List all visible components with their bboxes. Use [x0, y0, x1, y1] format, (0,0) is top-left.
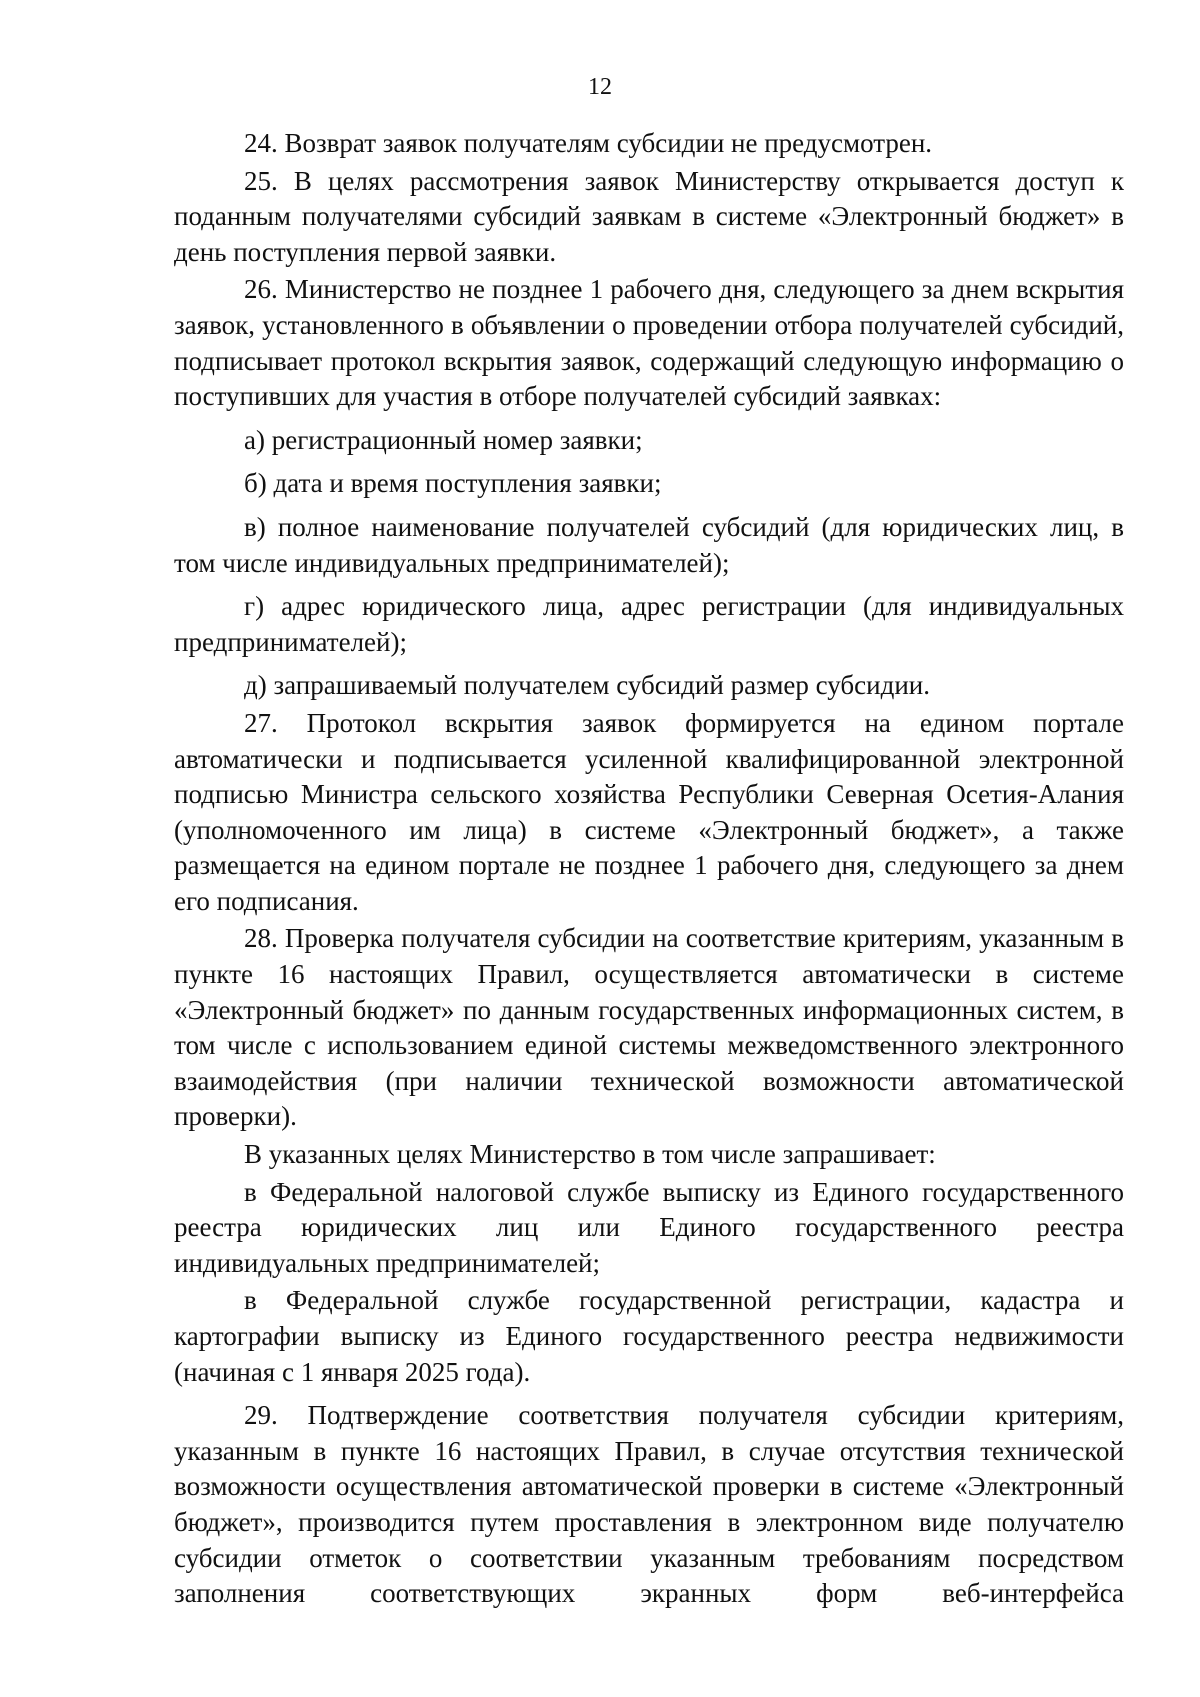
paragraph-29: 29. Подтверждение соответствия получателя субсидии критериям, указанным в пункте 16 настоящих Правил, в случае отсутствия технической возможности осуществления автоматической проверки в системе «Электронный бюджет», производится путем проставления в электронном виде получателю субсидии отметок о соответствии указанным требованиям посредством заполнения соответствующих экранных форм веб-интерфейса: [174, 1400, 1124, 1609]
paragraph-28: 28. Проверка получателя субсидии на соответствие критериям, указанным в пункте 16 настоящих Правил, осуществляется автоматически в системе «Электронный бюджет» по данным государственных информационных систем, в том числе с использованием единой системы межведомственного электронного взаимодействия (при наличии технической возможности автоматической проверки).: [174, 923, 1124, 1132]
document-body: [174, 126, 1124, 1614]
paragraph-26: 26. Министерство не позднее 1 рабочего дня, следующего за днем вскрытия заявок, установленного в объявлении о проведении отбора получателей субсидий, подписывает протокол вскрытия заявок, содержащий следующую информацию о поступивших для участия в отборе получателей субсидий заявках:: [174, 274, 1124, 412]
paragraph-28-tax-service: в Федеральной налоговой службе выписку из Единого государственного реестра юридических лиц или Единого государственного реестра индивидуальных предпринимателей;: [174, 1176, 1124, 1278]
paragraph-24: 24. Возврат заявок получателям субсидии не предусмотрен.: [244, 128, 933, 158]
paragraph-27: 27. Протокол вскрытия заявок формируется на едином портале автоматически и подписывается усиленной квалифицированной электронной подписью Министра сельского хозяйства Республики Северная Осетия-Алания (уполномоченного им лица) в системе «Электронный бюджет», а также размещается на едином портале не позднее 1 рабочего дня, следующего за днем его подписания.: [174, 707, 1124, 916]
paragraph-28-registration-service: в Федеральной службе государственной регистрации, кадастра и картографии выписку из Единого государственного реестра недвижимости (начиная с 1 января 2025 года).: [174, 1285, 1124, 1387]
page-number: 12: [588, 74, 612, 100]
list-item-b: б) дата и время поступления заявки;: [244, 468, 662, 499]
paragraph-25: 25. В целях рассмотрения заявок Министерству открывается доступ к поданным получателями субсидий заявкам в системе «Электронный бюджет» в день поступления первой заявки.: [174, 165, 1124, 267]
list-item-d: д) запрашиваемый получателем субсидий размер субсидии.: [244, 670, 930, 701]
paragraph-28-purpose: В указанных целях Министерство в том числе запрашивает:: [244, 1139, 936, 1170]
list-item-a: а) регистрационный номер заявки;: [244, 424, 643, 455]
list-item-g: г) адрес юридического лица, адрес регистрации (для индивидуальных предпринимателей);: [174, 591, 1124, 657]
list-item-v: в) полное наименование получателей субсидий (для юридических лиц, в том числе индивидуальных предпринимателей);: [174, 511, 1124, 578]
